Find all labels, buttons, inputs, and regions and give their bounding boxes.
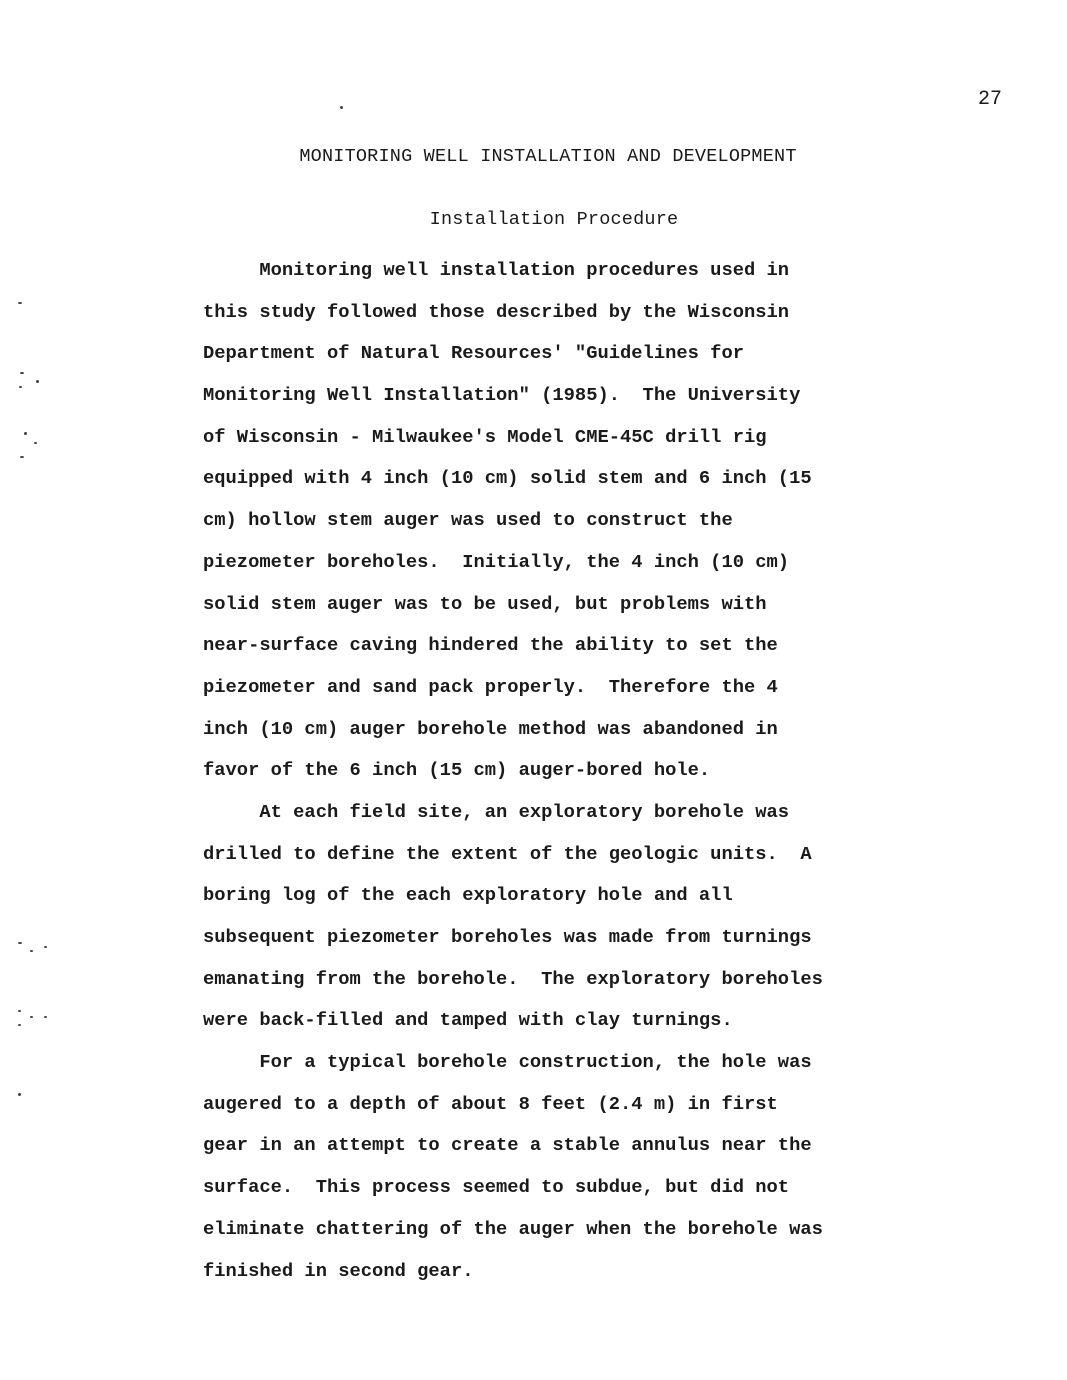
text-line: equipped with 4 inch (10 cm) solid stem and 6 inch (15 bbox=[203, 467, 812, 490]
page-number: 27 bbox=[978, 88, 1003, 111]
text-line: surface. This process seemed to subdue, but did not bbox=[203, 1176, 790, 1199]
paragraph-2 bbox=[203, 792, 923, 1042]
text-line: For a typical borehole construction, the hole was bbox=[203, 1051, 812, 1074]
scan-speck bbox=[20, 456, 24, 458]
scan-speck bbox=[24, 432, 27, 435]
scan-speck bbox=[36, 380, 39, 383]
text-line: subsequent piezometer boreholes was made from turnings bbox=[203, 926, 812, 948]
text-line: piezometer and sand pack properly. Therefore the 4 bbox=[203, 675, 778, 698]
scan-speck bbox=[19, 386, 22, 388]
scan-speck bbox=[18, 1024, 21, 1026]
text-line: of Wisconsin - Milwaukee's Model CME-45C drill rig bbox=[203, 425, 767, 448]
text-line: were back-filled and tamped with clay turnings. bbox=[203, 1009, 733, 1032]
scan-speck bbox=[34, 442, 37, 444]
scan-speck bbox=[44, 946, 47, 948]
text-line: favor of the 6 inch (15 cm) auger-bored hole. bbox=[203, 759, 711, 782]
scan-speck bbox=[30, 1016, 33, 1018]
scan-speck bbox=[18, 942, 22, 944]
text-line: Monitoring Well Installation" (1985). The University bbox=[203, 384, 801, 407]
text-line: cm) hollow stem auger was used to construct the bbox=[203, 509, 733, 532]
text-line: boring log of the each exploratory hole and all bbox=[203, 884, 733, 907]
text-line: Monitoring well installation procedures used in bbox=[203, 259, 790, 281]
text-line: emanating from the borehole. The exploratory boreholes bbox=[203, 967, 823, 990]
text-line: this study followed those described by the Wisconsin bbox=[203, 300, 790, 323]
scan-speck bbox=[18, 1093, 21, 1096]
text-line: augered to a depth of about 8 feet (2.4 m) in first bbox=[203, 1092, 778, 1115]
text-line: finished in second gear. bbox=[203, 1259, 474, 1282]
chapter-title: MONITORING WELL INSTALLATION AND DEVELOPMENT bbox=[299, 146, 797, 167]
text-line: solid stem auger was to be used, but problems with bbox=[203, 592, 767, 615]
text-line: At each field site, an exploratory borehole was bbox=[203, 800, 790, 823]
text-line: Department of Natural Resources' "Guidelines for bbox=[203, 342, 744, 365]
text-line: gear in an attempt to create a stable annulus near the bbox=[203, 1134, 812, 1157]
text-line: near-surface caving hindered the ability to set the bbox=[203, 634, 778, 657]
scan-speck bbox=[20, 372, 24, 374]
scan-speck bbox=[340, 106, 343, 109]
scan-speck bbox=[44, 1016, 47, 1018]
scan-speck bbox=[18, 1010, 21, 1012]
scan-speck bbox=[18, 302, 22, 304]
paragraph-1 bbox=[203, 250, 923, 792]
text-line: drilled to define the extent of the geologic units. A bbox=[203, 842, 812, 865]
paragraph-3 bbox=[203, 1042, 923, 1292]
text-line: inch (10 cm) auger borehole method was abandoned in bbox=[203, 717, 778, 740]
text-line: eliminate chattering of the auger when the borehole was bbox=[203, 1217, 823, 1240]
text-line: piezometer boreholes. Initially, the 4 inch (10 cm) bbox=[203, 550, 790, 573]
section-title: Installation Procedure bbox=[429, 209, 679, 230]
body-text bbox=[203, 250, 923, 1292]
scan-speck bbox=[30, 950, 33, 952]
